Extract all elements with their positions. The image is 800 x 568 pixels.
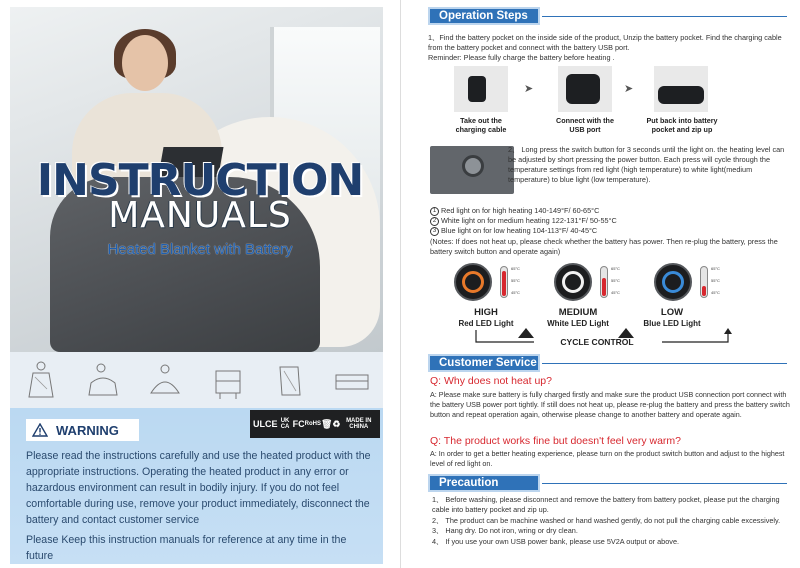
heat-note: (Notes: If does not heat up, please check whether the battery has power. Then re-plug the battery, press the battery switch button and operate again) [430,237,778,256]
heat-level-line: 2 White light on for medium heating 122-131°F/ 50-55°C [430,216,790,226]
thermometer-icon [600,266,608,298]
warning-label: WARNING [56,422,119,438]
thermo-fill [502,271,506,297]
low-level-knob [654,263,692,301]
step-photo-cable [454,66,508,112]
switch-instructions: 2、 Long press the switch button for 3 seconds until the light on. the heating level can be adjusted by short pressing the power button. Each press will cycle through the temperature settings from red light (high temperature) to white light(medium temperature) to blue light (low temperature). [508,145,785,184]
section-rule [542,363,787,364]
cover-title: INSTRUCTION [36,155,364,206]
level-label-medium: White LED Light [547,319,609,328]
customer-service-header: Customer Service [428,354,540,372]
level-name-low: LOW [660,307,684,318]
section-rule [542,483,787,484]
rohs-mark: RoHS [304,421,321,427]
lap-blanket-icon [83,359,123,401]
switch-button-photo [430,146,514,194]
bin-icon: 🗑 [320,418,333,429]
thermo-tick: 65°C [511,266,520,271]
fc-mark: FC [292,419,305,429]
thermo-tick: 45°C [611,290,620,295]
warning-badge [26,419,139,441]
precaution-item: 1、 Before washing, please disconnect and remove the battery from battery pocket, please put the charging cable into battery pocket and zip up. [432,495,780,514]
cover-page [10,7,383,564]
thermo-fill [702,286,706,297]
operation-reminder: Reminder: Please fully charge the battery before heating . [428,53,615,62]
thermo-tick: 45°C [511,290,520,295]
power-ring-icon [462,271,484,293]
arrow-right-icon: ➤ [524,83,534,95]
step-photo-usb [558,66,612,112]
usage-icons-strip [10,352,383,408]
sofa-throw-icon [270,359,310,401]
warning-paragraph: Please read the instructions carefully and use the heated product with the appropriate instructions. Operating the heated product in any error or hazardous environment can result in bodily injury. If you do not feel comfortable during use, remove your product immediately, disconnect the battery and contact customer service [26,450,371,526]
level-name-medium: MEDIUM [558,307,598,318]
ul-mark: UL [253,419,265,429]
faq-answer: A: In order to get a better heating experience, please turn on the product switch button and adjust to the highest level of red light on. [430,449,785,468]
thermo-tick: 65°C [711,266,720,271]
arrow-right-icon: ➤ [624,83,634,95]
section-rule [542,16,787,17]
thermo-tick: 55°C [511,278,520,283]
cover-tagline: Heated Blanket with Battery [107,241,293,258]
operation-intro: 1、Find the battery pocket on the inside side of the product, Unzip the battery pocket. Find the charging cable from the battery pocket and connect with the battery USB port. [428,33,782,52]
thermo-tick: 55°C [711,278,720,283]
folded-blanket-icon [332,359,372,401]
chair-cover-icon [208,359,248,401]
step-caption: Put back into battery pocket and zip up [646,116,718,134]
level-label-low: Blue LED Light [643,319,701,328]
woman-face [122,35,168,91]
step-caption: Connect with the USB port [556,116,614,134]
heat-level-line: 3 Blue light on for low heating 104-113°F/ 40-45°C [430,226,790,236]
precaution-item: 3、 Hang dry. Do not iron, wring or dry clean. [432,526,578,535]
high-level-knob [454,263,492,301]
operation-steps-header: Operation Steps [428,7,540,25]
certification-strip [250,410,380,438]
step-caption: Take out the charging cable [455,116,507,134]
instructions-page [418,0,793,568]
page-divider [400,0,401,568]
precaution-header: Precaution [428,474,540,492]
warning-text [26,448,371,564]
level-name-high: HIGH [474,307,498,318]
heat-level-line: 1 Red light on for high heating 140-149°F/ 60-65°C [430,206,790,216]
ukca-mark: UK CA [280,418,290,430]
precaution-item: 2、 The product can be machine washed or hand washed gently, do not pull the charging cable excessively. [432,516,781,525]
faq-answer: A: Please make sure battery is fully charged firstly and make sure the product USB connection port connect with the battery USB power port tightly. If still does not heat up, please re-plug the battery and press the battery switch button and repeat operation again, otherwise please change to another battery and operate again. [430,390,790,419]
power-ring-icon [662,271,684,293]
faq-question: Q: The product works fine but doesn't feel very warm? [430,435,682,447]
power-ring-icon [562,271,584,293]
thermo-fill [602,278,606,296]
thermometer-icon [700,266,708,298]
warning-paragraph: Please Keep this instruction manuals for reference at any time in the future [26,534,347,562]
ce-mark: CE [265,419,278,429]
shawl-wrap-icon [21,359,61,401]
thermo-tick: 45°C [711,290,720,295]
made-in-label: MADE IN CHINA [346,418,372,430]
faq-question: Q: Why does not heat up? [430,375,552,387]
medium-level-knob [554,263,592,301]
cycle-control-label: CYCLE CONTROL [560,337,634,347]
thermometer-icon [500,266,508,298]
precaution-item: 4、 If you use your own USB power bank, please use 5V2A output or above. [432,537,680,546]
poncho-icon [145,359,185,401]
warning-triangle-icon [32,423,48,437]
cover-subtitle: MANUALS [108,195,292,236]
thermo-tick: 55°C [611,278,620,283]
thermo-tick: 65°C [611,266,620,271]
recycle-icon: ♻ [332,418,341,429]
step-photo-pocket [654,66,708,112]
level-label-high: Red LED Light [458,319,514,328]
